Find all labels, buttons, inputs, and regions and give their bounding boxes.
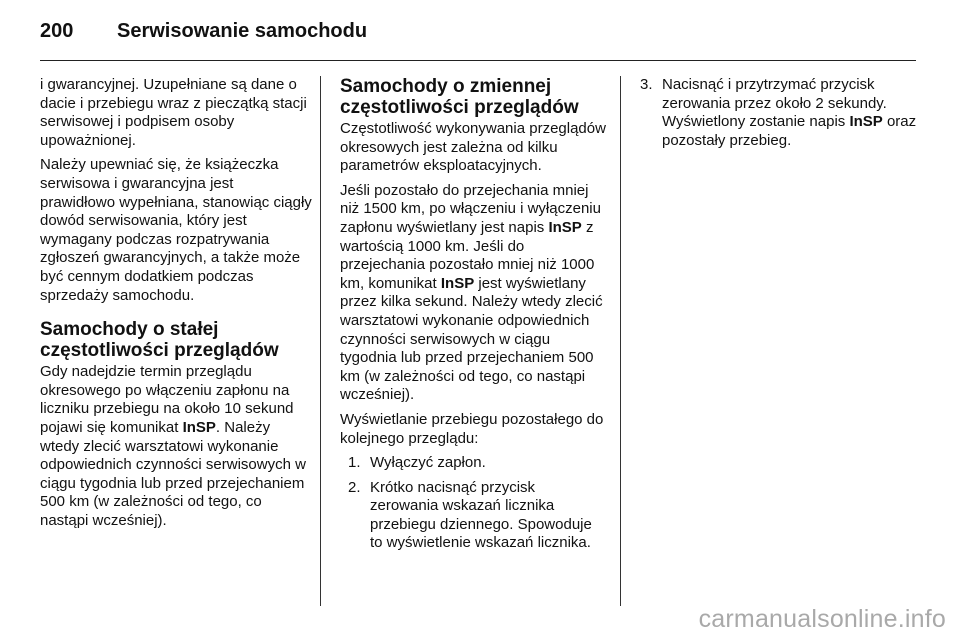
list-item: 2. Krótko nacisnąć przycisk zerowania wskazań licznika przebiegu dziennego. Spowoduje to wyświetlenie wskazań licznika. (348, 478, 592, 552)
heading-fixed-interval: Samochody o stałej częstotliwości przeglądów (40, 319, 279, 362)
heading-variable-interval: Samochody o zmiennej częstotliwości przeglądów (340, 76, 579, 118)
paragraph-fixed-interval: Gdy nadejdzie termin przeglądu okresowego po włączeniu zapłonu na liczniku przebiegu na około 10 sekund pojawi się komunikat InSP. Należy wtedy zlecić warsztatowi wykonanie odpowiednich czynności serwisowych w ciągu tygodnia lub przed przejechaniem 500 km (w zależności od tego, co nastąpi wcześniej). (40, 363, 306, 529)
paragraph-remaining-display: Wyświetlanie przebiegu pozostałego do kolejnego przeglądu: (340, 410, 604, 447)
insp-code: InSP (849, 113, 883, 131)
column-right (640, 76, 920, 156)
column-divider-1 (320, 76, 321, 606)
list-item: 3. Nacisnąć i przytrzymać przycisk zerowania przez około 2 sekundy. Wyświetlony zostanie napis InSP oraz pozostały przebieg. (640, 76, 917, 149)
page-header (40, 16, 920, 56)
page-title: Serwisowanie samochodu (117, 20, 368, 42)
paragraph-warranty-continued: i gwarancyjnej. Uzupełniane są dane o dacie i przebiegu wraz z pieczątką stacji serwisowej i podpisem osoby upoważnionej. (40, 76, 307, 149)
watermark: carmanualsonline.info (698, 605, 946, 633)
column-divider-2 (620, 76, 621, 606)
list-item: 1. Wyłączyć zapłon. (348, 454, 486, 472)
insp-code: InSP (440, 274, 475, 292)
column-middle (340, 76, 606, 559)
page-number: 200 (40, 20, 74, 42)
paragraph-service-book: Należy upewniać się, że książeczka serwisowa i gwarancyjna jest prawidłowo wypełniana, stanowiąc ciągły dowód serwisowania, który jest wymagany podczas rozpatrywania zgłoszeń gwarancyjnych, a także może być cennym dodatkiem podczas sprzedaży samochodu. (40, 156, 312, 304)
steps-list-continued (640, 76, 920, 150)
column-left (40, 76, 312, 536)
header-rule (40, 60, 916, 61)
paragraph-insp-display: Jeśli pozostało do przejechania mniej niż 1500 km, po włączeniu i wyłączeniu zapłonu wyświetlany jest napis InSP z wartością 1000 km. Jeśli do przejechania pozostało mniej niż 1000 km, komunikat InSP jest wyświetlany przez kilka sekund. Należy wtedy zlecić warsztatowi wykonanie odpowiednich czynności serwisowych w ciągu tygodnia lub przed przejechaniem 500 km (w zależności od tego, co nastąpi wcześniej). (340, 181, 603, 404)
insp-code: InSP (548, 218, 582, 236)
insp-code: InSP (182, 418, 216, 436)
steps-list (348, 454, 606, 553)
paragraph-interval-dependency: Częstotliwość wykonywania przeglądów okresowych jest zależna od kilku parametrów eksploatacyjnych. (340, 120, 606, 175)
